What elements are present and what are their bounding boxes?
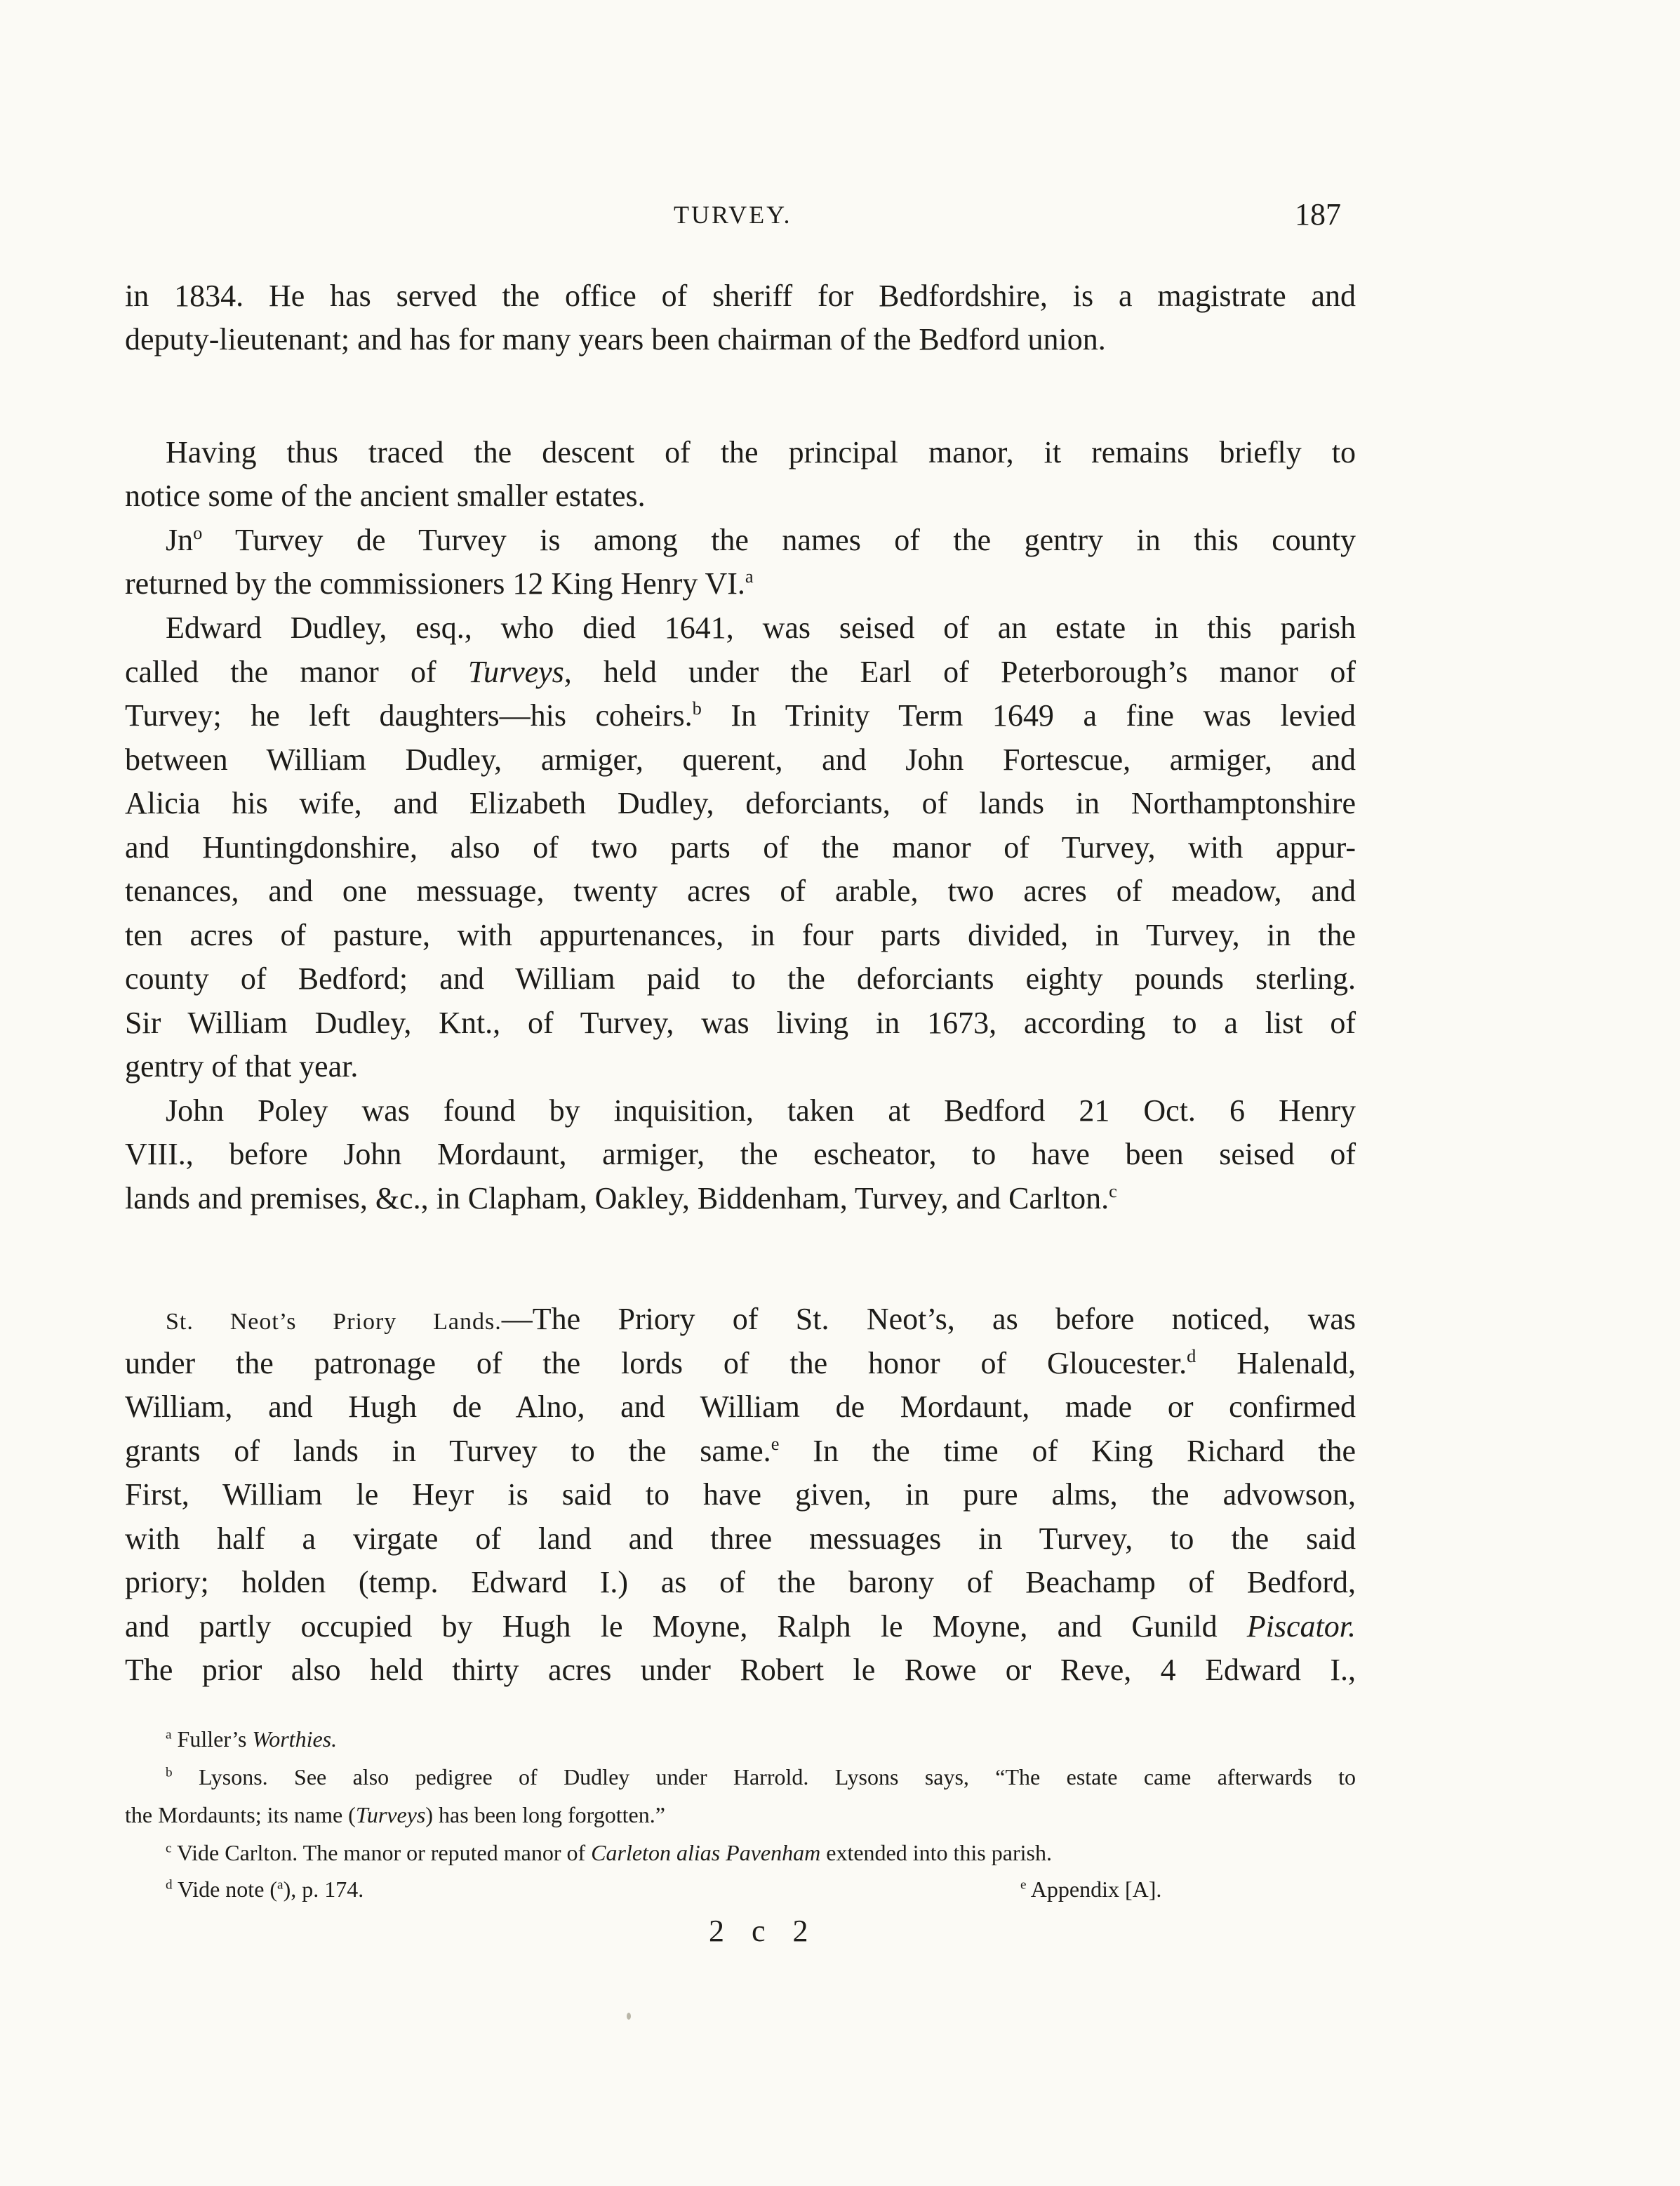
- footnote-text: extended into this parish.: [820, 1840, 1052, 1865]
- body-line: Edward Dudley, esq., who died 1641, was seised of an estate in this parish: [166, 611, 1356, 645]
- body-text: lands and premises, &c., in Clapham, Oakley, Biddenham, Turvey, and Carlton.: [125, 1181, 1109, 1215]
- body-text: Turvey de Turvey is among the names of the gentry in this county: [202, 523, 1356, 557]
- body-line: Sir William Dudley, Knt., of Turvey, was living in 1673, according to a list of: [125, 1006, 1356, 1040]
- footnote-ref-e[interactable]: e: [771, 1433, 780, 1455]
- body-line: in 1834. He has served the office of sheriff for Bedfordshire, is a magistrate and: [125, 279, 1356, 313]
- body-text: called the manor of: [125, 655, 468, 689]
- footnote-mark: b: [166, 1765, 173, 1780]
- body-line: [125, 1430, 1356, 1472]
- body-line: William, and Hugh de Alno, and William de Mordaunt, made or confirmed: [125, 1389, 1356, 1424]
- footnote-ref-c[interactable]: c: [1109, 1180, 1117, 1202]
- footnote-mark: e: [1020, 1877, 1027, 1893]
- footnote-c: [166, 1836, 1356, 1870]
- body-line: [125, 695, 1356, 737]
- body-text: and partly occupied by Hugh le Moyne, Ralph le Moyne, and Gunild: [125, 1609, 1247, 1644]
- body-text: Turvey; he left daughters—his coheirs.: [125, 698, 693, 733]
- footnote-e: [1020, 1872, 1161, 1906]
- body-line: between William Dudley, armiger, querent, and John Fortescue, armiger, and: [125, 742, 1356, 777]
- body-line: [125, 1178, 1356, 1220]
- body-line: Alicia his wife, and Elizabeth Dudley, deforciants, of lands in Northamptonshire: [125, 786, 1356, 820]
- body-line: county of Bedford; and William paid to the deforciants eighty pounds sterling.: [125, 961, 1356, 996]
- body-line: gentry of that year.: [125, 1049, 359, 1084]
- body-line: [125, 1606, 1356, 1648]
- page-number: 187: [1295, 197, 1341, 232]
- body-text: In the time of King Richard the: [779, 1434, 1356, 1468]
- italic-text: Turveys,: [467, 655, 572, 689]
- body-line: tenances, and one messuage, twenty acres of arable, two acres of meadow, and: [125, 874, 1356, 908]
- footnote-text: Appendix [A].: [1026, 1877, 1162, 1902]
- footnote-b: [166, 1760, 1356, 1794]
- footnote-text: ), p. 174.: [283, 1877, 364, 1902]
- body-text: held under the Earl of Peterborough’s manor of: [571, 655, 1356, 689]
- body-text: grants of lands in Turvey to the same.: [125, 1434, 771, 1468]
- body-line: [125, 1342, 1356, 1385]
- footnote-mark: d: [166, 1877, 173, 1893]
- footnote-text: the Mordaunts; its name (: [125, 1802, 356, 1827]
- body-line: VIII., before John Mordaunt, armiger, the escheator, to have been seised of: [125, 1137, 1356, 1171]
- body-line: John Poley was found by inquisition, taken at Bedford 21 Oct. 6 Henry: [166, 1093, 1356, 1128]
- body-line: Having thus traced the descent of the principal manor, it remains briefly to: [166, 435, 1356, 469]
- footnote-ref-b[interactable]: b: [692, 698, 702, 719]
- body-line: [166, 519, 1356, 561]
- body-line: The prior also held thirty acres under Robert le Rowe or Reve, 4 Edward I.,: [125, 1653, 1356, 1687]
- body-text: —The Priory of St. Neot’s, as before noticed, was: [501, 1302, 1356, 1336]
- italic-text: Turveys: [355, 1802, 426, 1827]
- body-text: returned by the commissioners 12 King Henry VI.: [125, 566, 745, 601]
- italic-text: Worthies.: [252, 1726, 338, 1752]
- body-line: ten acres of pasture, with appurtenances, in four parts divided, in Turvey, in the: [125, 918, 1356, 952]
- footnote-mark: a: [166, 1727, 172, 1742]
- footnote-mark: c: [166, 1841, 172, 1856]
- body-text: under the patronage of the lords of the honor of Gloucester.: [125, 1346, 1187, 1380]
- body-text: Halenald,: [1196, 1346, 1356, 1380]
- footnote-text: Lysons. See also pedigree of Dudley under Harrold. Lysons says, “The estate came afterwards to: [172, 1764, 1356, 1790]
- footnote-b-continued: [125, 1798, 1356, 1832]
- body-line: priory; holden (temp. Edward I.) as of the barony of Beachamp of Bedford,: [125, 1565, 1356, 1599]
- footnote-text: Vide Carlton. The manor or reputed manor of: [171, 1840, 592, 1865]
- body-line: notice some of the ancient smaller estates.: [125, 479, 646, 513]
- body-line: [125, 563, 1356, 605]
- body-text: In Trinity Term 1649 a fine was levied: [701, 698, 1356, 733]
- superscript: o: [193, 522, 203, 544]
- footnote-ref-d[interactable]: d: [1187, 1345, 1196, 1367]
- body-text: Jn: [166, 523, 194, 557]
- signature-mark: 2 c 2: [709, 1914, 818, 1948]
- body-line: and Huntingdonshire, also of two parts of the manor of Turvey, with appur-: [125, 830, 1356, 865]
- superscript: a: [277, 1877, 284, 1893]
- italic-text: Piscator.: [1246, 1609, 1356, 1644]
- body-line: First, William le Heyr is said to have given, in pure alms, the advowson,: [125, 1477, 1356, 1512]
- footnote-text: ) has been long forgotten.”: [425, 1802, 665, 1827]
- body-line: [125, 651, 1356, 693]
- body-line: [166, 1298, 1356, 1340]
- footnote-d: [166, 1872, 1356, 1906]
- footnote-ref-a[interactable]: a: [745, 566, 754, 587]
- running-title: TURVEY.: [674, 201, 792, 229]
- section-heading: St. Neot’s Priory Lands.: [166, 1309, 502, 1335]
- body-line: deputy-lieutenant; and has for many years been chairman of the Bedford union.: [125, 322, 1106, 356]
- footnote-a: [166, 1722, 1356, 1756]
- body-line: with half a virgate of land and three messuages in Turvey, to the said: [125, 1521, 1356, 1556]
- paper-speck: [627, 2013, 631, 2020]
- footnote-text: Vide note (: [172, 1877, 278, 1902]
- italic-text: Carleton alias Pavenham: [591, 1840, 821, 1865]
- footnote-text: Fuller’s: [171, 1726, 253, 1752]
